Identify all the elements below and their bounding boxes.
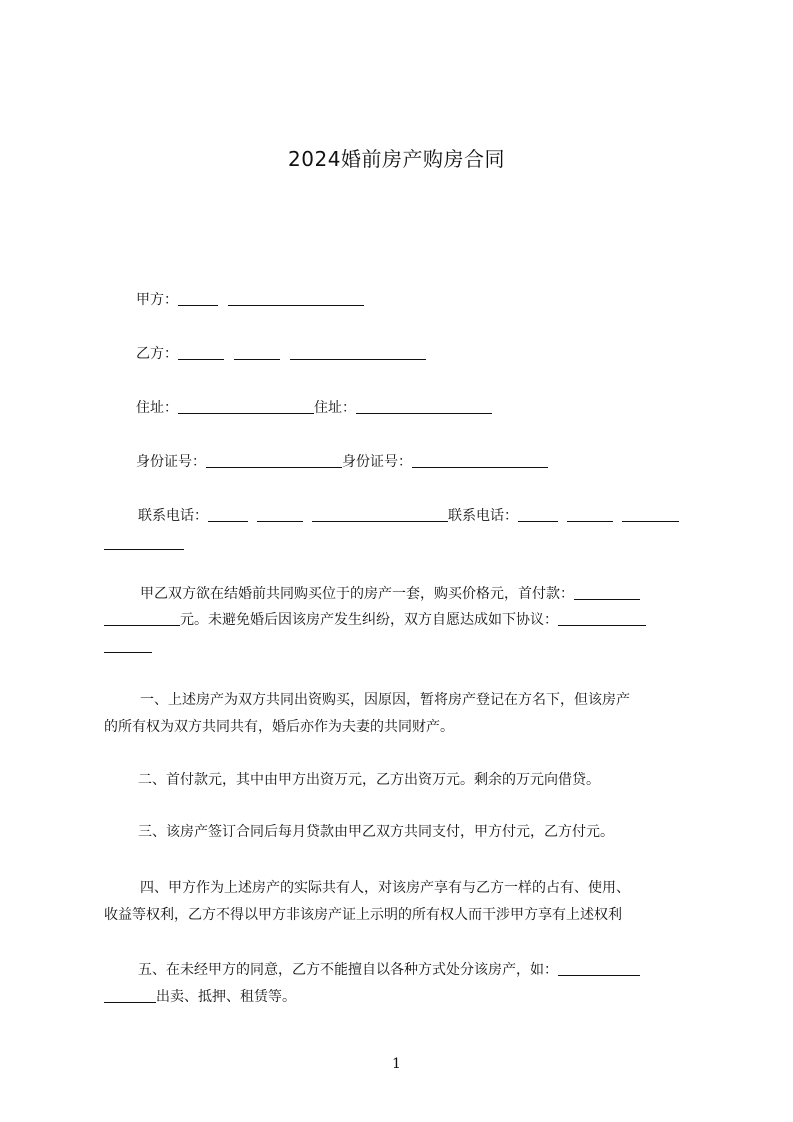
party-a-blank xyxy=(178,289,218,306)
clause-2-line xyxy=(138,766,736,794)
phone-blank-7 xyxy=(104,533,184,550)
clause-5-blank-2 xyxy=(104,986,156,1003)
phone-line-cont xyxy=(104,530,702,558)
phone-blank xyxy=(208,505,248,522)
phone-blank-2 xyxy=(257,505,303,522)
intro-text-2: 元。未避免婚后因该房产发生纠纷，双方自愿达成如下协议： xyxy=(180,612,558,628)
party-b-label: 乙方： xyxy=(136,346,178,362)
address-label: 住址： xyxy=(136,400,178,416)
document-title: 2024婚前房产购房合同 xyxy=(288,147,505,171)
intro-line-2 xyxy=(104,606,702,634)
page-number: 1 xyxy=(392,1056,401,1072)
clause-1-line-1 xyxy=(140,686,738,714)
intro-line-3 xyxy=(104,633,702,661)
clause-5-text-2: 出卖、抵押、租赁等。 xyxy=(156,989,296,1005)
phone-blank-5 xyxy=(567,505,613,522)
clause-3-line xyxy=(138,818,736,846)
id-blank-2 xyxy=(412,451,548,468)
party-a-label: 甲方： xyxy=(136,292,178,308)
clause-3-text: 三、该房产签订合同后每月贷款由甲乙双方共同支付，甲方付元，乙方付元。 xyxy=(138,824,614,840)
address-blank xyxy=(178,397,314,414)
intro-text-1: 甲乙双方欲在结婚前共同购买位于的房产一套，购买价格元，首付款： xyxy=(140,586,574,602)
down-payment-blank-2 xyxy=(104,609,180,626)
clause-4-line-1 xyxy=(140,874,738,902)
clause-5-blank xyxy=(558,959,640,976)
address-line xyxy=(136,394,734,422)
clause-4-text-1: 四、甲方作为上述房产的实际共有人，对该房产享有与乙方一样的占有、使用、 xyxy=(140,880,630,896)
phone-label-2: 联系电话： xyxy=(448,508,518,524)
phone-blank-6 xyxy=(622,505,679,522)
clause-5-line-2 xyxy=(104,983,702,1011)
phone-label: 联系电话： xyxy=(138,508,208,524)
party-a-blank-2 xyxy=(228,289,364,306)
id-line xyxy=(136,448,734,476)
phone-line xyxy=(138,502,736,530)
id-label: 身份证号： xyxy=(136,454,206,470)
clause-5-text-1: 五、在未经甲方的同意，乙方不能擅自以各种方式处分该房产，如： xyxy=(138,962,558,978)
phone-blank-4 xyxy=(518,505,558,522)
party-b-line xyxy=(136,340,734,368)
clause-5-line-1 xyxy=(138,956,736,984)
party-b-blank xyxy=(178,343,224,360)
intro-line-1 xyxy=(140,580,738,608)
clause-1-text-1: 一、上述房产为双方共同出资购买，因原因，暂将房产登记在方名下，但该房产 xyxy=(140,692,630,708)
party-b-blank-2 xyxy=(234,343,280,360)
intro-blank xyxy=(558,609,646,626)
address-blank-2 xyxy=(356,397,492,414)
clause-2-text: 二、首付款元，其中由甲方出资万元，乙方出资万元。剩余的万元向借贷。 xyxy=(138,772,600,788)
party-b-blank-3 xyxy=(290,343,426,360)
id-label-2: 身份证号： xyxy=(342,454,412,470)
party-a-line xyxy=(136,286,734,314)
clause-4-text-2: 收益等权利，乙方不得以甲方非该房产证上示明的所有权人而干涉甲方享有上述权利 xyxy=(104,907,622,923)
address-label-2: 住址： xyxy=(314,400,356,416)
clause-1-line-2 xyxy=(104,713,702,741)
down-payment-blank xyxy=(574,583,640,600)
phone-blank-3 xyxy=(312,505,448,522)
clause-1-text-2: 的所有权为双方共同共有，婚后亦作为夫妻的共同财产。 xyxy=(104,719,454,735)
clause-4-line-2 xyxy=(104,901,702,929)
intro-blank-2 xyxy=(104,636,152,653)
id-blank xyxy=(206,451,342,468)
